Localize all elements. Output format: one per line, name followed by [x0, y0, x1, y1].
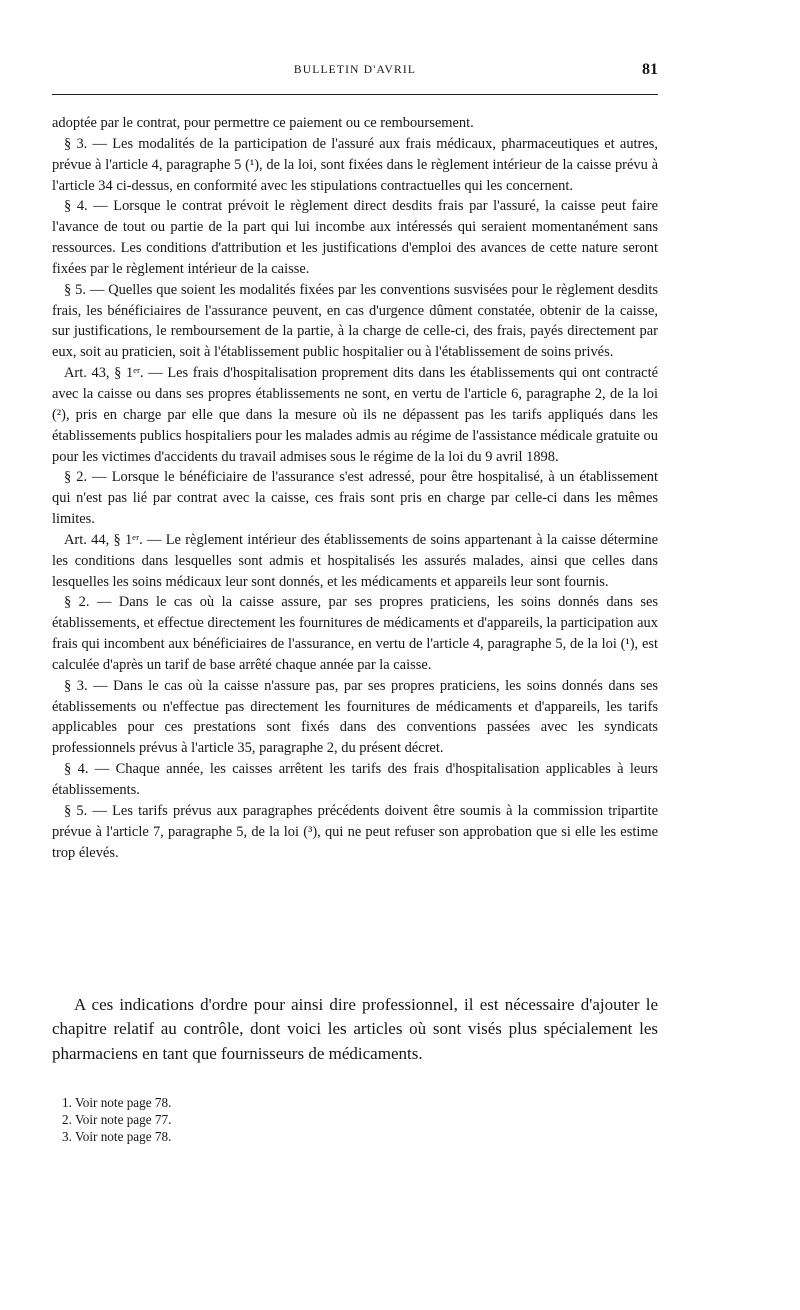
paragraph: § 5. — Les tarifs prévus aux paragraphes précédents doivent être soumis à la commission tripartite prévue à l'article 7, paragraphe 5, de la loi (³), qui ne peut refuser son approbation que si elle les estime trop élevés. [52, 802, 658, 861]
footnotes [62, 1094, 462, 1145]
paragraph: § 5. — Quelles que soient les modalités fixées par les conventions susvisées pour le règlement desdits frais, les bénéficiaires de l'assurance peuvent, en cas d'urgence dûment constatée, obtenir de la caisse, sur justifications, le remboursement de la partie, à la charge de celle-ci, des frais, payés directement par eux, soit au praticien, soit à l'établissement public hospitalier ou à l'établissement de soins privés. [52, 281, 658, 361]
footnote: 2. Voir note page 77. [62, 1112, 172, 1127]
article-body [52, 113, 658, 863]
header-rule [52, 94, 658, 95]
page-number: 81 [642, 61, 658, 78]
paragraph: § 3. — Les modalités de la participation de l'assuré aux frais médicaux, pharmaceutiques et autres, prévue à l'article 4, paragraphe 5 (¹), de la loi, sont fixées dans le règlement intérieur de la caisse prévu à l'article 34 ci-dessus, en conformité avec les stipulations contractuelles qui les concernent. [52, 135, 658, 194]
paragraph: § 4. — Chaque année, les caisses arrêtent les tarifs des frais d'hospitalisation applicables à leurs établissements. [52, 761, 658, 798]
paragraph: § 2. — Lorsque le bénéficiaire de l'assurance s'est adressé, pour être hospitalisé, à un établissement qui n'est pas lié par contrat avec la caisse, ces frais sont pris en charge par celle-ci dans les mêmes limites. [52, 469, 658, 528]
commentary [52, 993, 658, 1066]
page-header [52, 61, 658, 81]
footnote: 1. Voir note page 78. [62, 1095, 172, 1110]
paragraph: adoptée par le contrat, pour permettre ce paiement ou ce remboursement. [52, 115, 474, 131]
running-title: BULLETIN D'AVRIL [293, 64, 417, 76]
lead-paragraph: A ces indications d'ordre pour ainsi dire professionnel, il est nécessaire d'ajouter le chapitre relatif au contrôle, dont voici les articles où sont visés plus spécialement les pharmaciens en tant que fournisseurs de médicaments. [52, 995, 658, 1063]
paragraph: § 3. — Dans le cas où la caisse n'assure pas, par ses propres praticiens, les soins donnés dans ses établissements ou n'effectue pas directement les fournitures de médicaments et d'appareils, les tarifs applicables pour ces prestations sont fixés dans des conventions passées avec les syndicats professionnels prévus à l'article 35, paragraphe 2, du présent décret. [52, 677, 658, 757]
paragraph: Art. 43, § 1ᵉʳ. — Les frais d'hospitalisation proprement dits dans les établissements qui ont contracté avec la caisse ou dans ses propres établissements ne sont, en vertu de l'article 6, paragraphe 2, de la loi (²), pris en charge par elle que dans la mesure où ils ne dépassent pas les tarifs appliqués dans les établissements publics hospitaliers pour les malades admis au régime de l'assistance médicale gratuite ou pour les victimes d'accidents du travail admises sous le régime de la loi du 9 avril 1898. [52, 365, 658, 465]
footnote: 3. Voir note page 78. [62, 1129, 172, 1144]
paragraph: § 2. — Dans le cas où la caisse assure, par ses propres praticiens, les soins donnés dans ses établissements, et effectue directement les fournitures de médicaments et d'appareils, la participation aux frais qui incombent aux bénéficiaires de l'assurance, en vertu de l'article 4, paragraphe 5, de la loi (¹), est calculée d'après un tarif de base arrêté chaque année par la caisse. [52, 594, 658, 673]
paragraph: Art. 44, § 1ᵉʳ. — Le règlement intérieur des établissements de soins appartenant à la caisse détermine les conditions dans lesquelles sont admis et hospitalisés les assurés malades, ainsi que celles dans lesquelles les soins médicaux leur sont donnés, et les médicaments et appareils leur sont fournis. [52, 531, 658, 590]
paragraph: § 4. — Lorsque le contrat prévoit le règlement direct desdits frais par l'assuré, la caisse peut faire l'avance de tout ou partie de la part qui lui incombe aux intéressés qui seraient momentanément sans ressources. Les conditions d'attribution et les justifications d'emploi des avances de cette nature seront fixées par le règlement intérieur de la caisse. [52, 198, 658, 277]
